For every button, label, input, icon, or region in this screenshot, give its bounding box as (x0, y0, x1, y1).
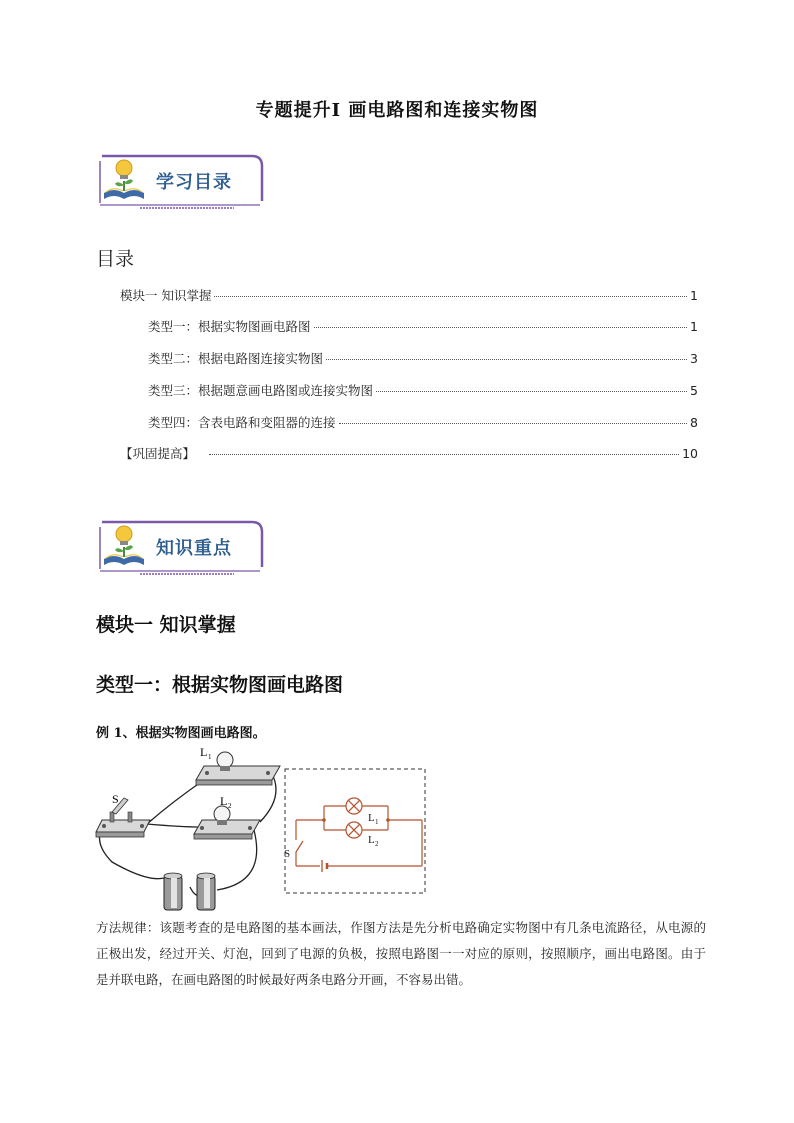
key-points-label: 知识重点 (156, 538, 232, 559)
lamp1-subscript: 1 (208, 753, 212, 761)
toc-entry-page: 3 (690, 351, 698, 366)
toc-entry-page: 1 (690, 288, 698, 303)
toc-entry-label: 模块一 知识掌握 (120, 288, 212, 303)
toc-entry-page: 8 (690, 415, 698, 430)
toc-heading: 目录 (96, 248, 135, 270)
key-points-banner (96, 519, 264, 577)
toc-entry-page: 1 (690, 319, 698, 334)
toc-entry-label: 类型二：根据电路图连接实物图 (148, 351, 324, 366)
toc-leader (314, 327, 688, 328)
lamp1-label: L (200, 745, 208, 759)
study-goals-label: 学习目录 (156, 172, 232, 193)
type-heading: 类型一：根据实物图画电路图 (96, 674, 344, 696)
toc-entry[interactable] (148, 413, 698, 431)
circuit-lamp2-label: L (368, 834, 375, 846)
toc-entry-page: 5 (690, 383, 698, 398)
circuit-lamp1-subscript: 1 (375, 818, 379, 826)
document-title: 专题提升Ⅰ 画电路图和连接实物图 (255, 100, 539, 121)
toc-leader (376, 391, 687, 392)
example-label: 例 1、根据实物图画电路图。 (96, 726, 266, 741)
toc-entry-label: 类型一：根据实物图画电路图 (148, 319, 311, 334)
toc-entry-label: 类型三：根据题意画电路图或连接实物图 (148, 383, 374, 398)
toc-leader (326, 359, 687, 360)
circuit-lamp1-label: L (368, 812, 375, 824)
method-paragraph: 方法规律：该题考查的是电路图的基本画法，作图方法是先分析电路确定实物图中有几条电流路径，从电源的正极出发，经过开关、灯泡，回到了电源的负极，按照电路图一一对应的原则，按照顺序，画出电路图。由于是并联电路，在画电路图的时候最好两条电路分开画，不容易出错。 (96, 920, 706, 987)
physical-circuit-figure (92, 742, 282, 912)
lamp2-subscript: 2 (228, 802, 232, 810)
circuit-lamp2-subscript: 2 (375, 840, 379, 848)
toc-entry[interactable] (148, 317, 698, 335)
lamp2-label: L (220, 794, 228, 808)
toc-entry[interactable] (148, 349, 698, 367)
switch-label: S (112, 792, 119, 806)
toc-entry[interactable] (148, 381, 698, 399)
module-heading: 模块一 知识掌握 (96, 614, 236, 636)
toc-leader (209, 454, 679, 455)
toc-entry[interactable] (120, 444, 698, 462)
toc-entry-page: 10 (682, 446, 698, 461)
study-goals-banner (96, 153, 264, 211)
toc-leader (214, 296, 687, 297)
circuit-switch-label: S (284, 848, 291, 860)
toc-entry-label: 【巩固提高】 (120, 446, 196, 461)
toc-entry-label: 类型四：含表电路和变阻器的连接 (148, 415, 336, 430)
circuit-diagram-figure (284, 768, 426, 896)
toc-leader (339, 423, 688, 424)
toc-entry[interactable] (120, 286, 698, 304)
